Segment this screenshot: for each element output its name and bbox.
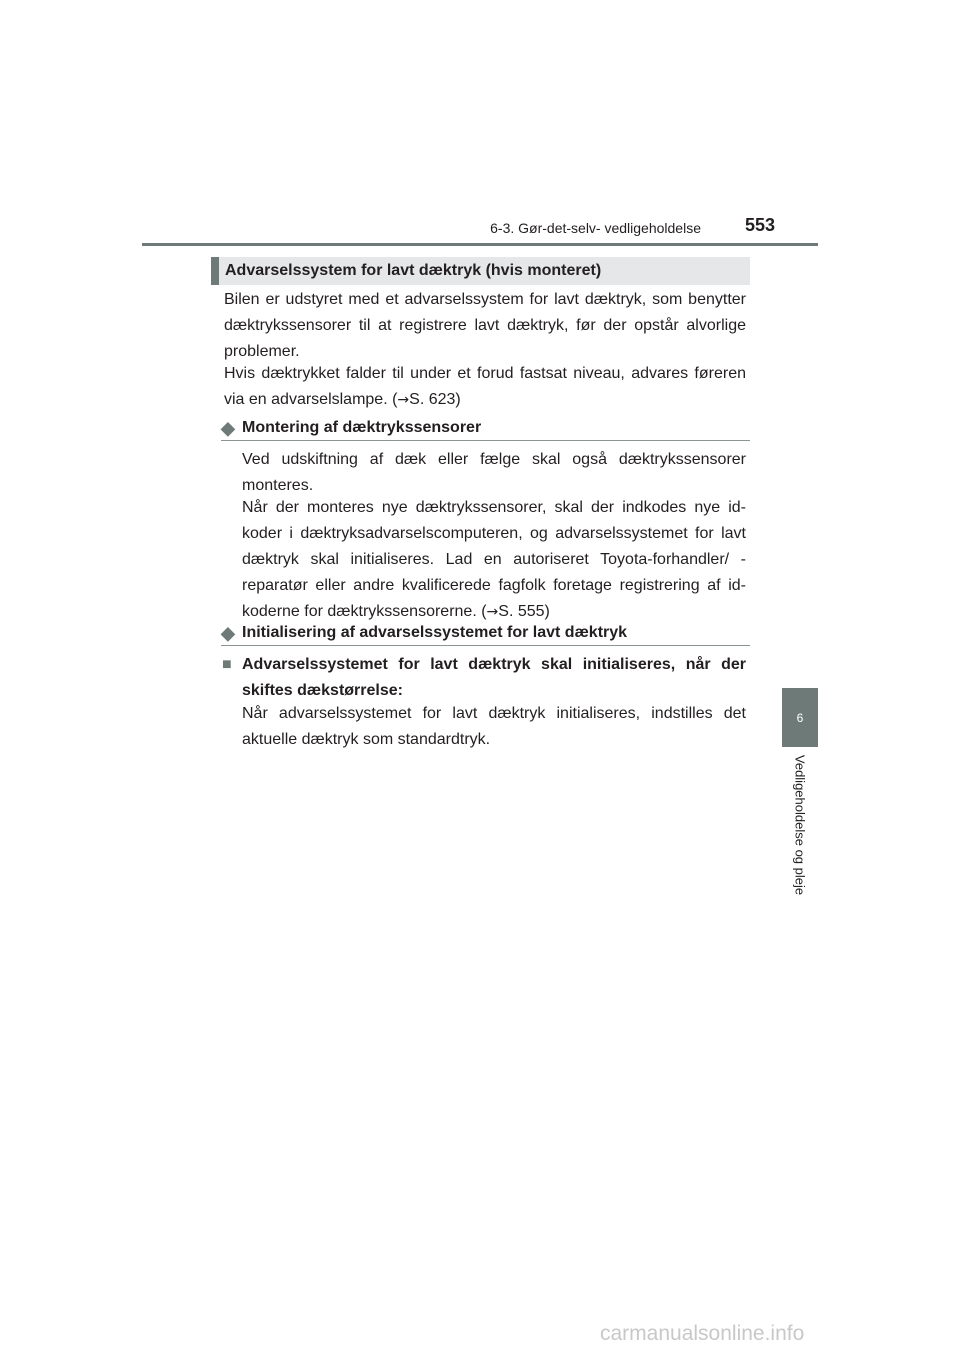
subsection-title-initialisation: Initialisering af advarselssystemet for lavt dæktryk (242, 624, 628, 641)
arrow-icon: → (486, 604, 499, 620)
page-number: 553 (744, 215, 775, 235)
initialisation-paragraph-text: Når advarselssystemet for lavt dæktryk initialiseres, indstilles det aktuelle dæktryk som standardtryk. (242, 705, 746, 748)
section-title-box (211, 257, 750, 285)
chapter-tab[interactable] (782, 688, 818, 747)
header-section-label: 6-3. Gør-det-selv- vedligeholdelse (490, 220, 701, 236)
arrow-icon: → (397, 392, 410, 408)
diamond-icon: ◆ (221, 622, 235, 643)
chapter-title: Vedligeholdelse og pleje (792, 754, 808, 896)
intro-paragraph-1 (224, 287, 746, 365)
initialisation-paragraph (242, 701, 746, 753)
mounting-paragraph-1 (242, 447, 746, 499)
header-rule (142, 243, 818, 246)
intro-paragraph-2 (224, 361, 746, 413)
bullet-item-heading (222, 652, 746, 704)
subsection-title-mounting: Montering af dæktrykssensorer (242, 419, 482, 436)
bullet-item-title: Advarselssystemet for lavt dæktryk skal initialiseres, når der skiftes dækstørrelse: (242, 656, 746, 699)
page-reference-link[interactable]: S. 555) (498, 603, 550, 620)
chapter-number: 6 (796, 710, 804, 725)
watermark: carmanualsonline.info (600, 1322, 805, 1345)
mounting-paragraph-1-text: Ved udskiftning af dæk eller fælge skal også dæktrykssensorer monteres. (242, 451, 746, 494)
intro-paragraph-1-text: Bilen er udstyret med et advarselssystem for lavt dæktryk, som benytter dæktrykssensorer til at registrere lavt dæktryk, før der opstår alvorlige problemer. (224, 291, 746, 360)
section-title: Advarselssystem for lavt dæktryk (hvis monteret) (225, 262, 602, 279)
mounting-paragraph-2 (242, 495, 746, 625)
diamond-icon: ◆ (221, 417, 235, 438)
page-reference-link[interactable]: S. 623) (409, 391, 461, 408)
square-bullet-icon: ■ (222, 656, 232, 673)
mounting-paragraph-2-text: Når der monteres nye dæktrykssensorer, skal der indkodes nye id-koder i dæktryksadvarselscomputeren, og advarselssystemet for lavt dæktryk skal initialiseres. Lad en autoriseret Toyota-forhandler/ -reparatør eller andre kvalificerede fagfolk foretage registrering af id-koderne for dæktrykssensorerne. ( (242, 499, 746, 620)
subsection-heading-mounting (221, 416, 750, 441)
intro-paragraph-2-text: Hvis dæktrykket falder til under et forud fastsat niveau, advares føreren via en advarselslampe. ( (224, 365, 746, 408)
subsection-heading-initialisation (221, 621, 750, 646)
